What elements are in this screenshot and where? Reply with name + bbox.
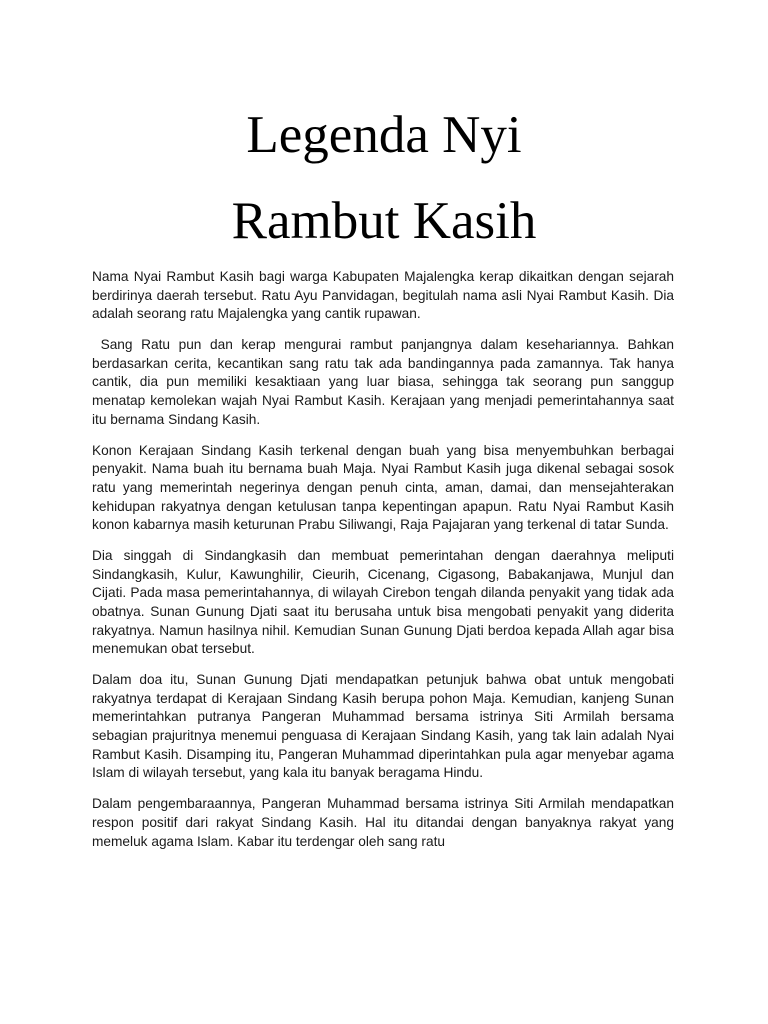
title-line-1: Legenda Nyi — [246, 106, 522, 164]
paragraph-3: Konon Kerajaan Sindang Kasih terkenal dengan buah yang bisa menyembuhkan berbagai penyakit. Nama buah itu bernama buah Maja. Nyai Rambut Kasih juga dikenal sebagai sosok ratu yang memerintah negerinya dengan penuh cinta, aman, damai, dan mensejahterakan kehidupan rakyatnya dengan ketulusan tanpa kepentingan apapun. Ratu Nyai Rambut Kasih konon kabarnya masih keturunan Prabu Siliwangi, Raja Pajajaran yang terkenal di tatar Sunda. — [92, 442, 674, 533]
paragraph-6: Dalam pengembaraannya, Pangeran Muhammad bersama istrinya Siti Armilah mendapatkan respon positif dari rakyat Sindang Kasih. Hal itu ditandai dengan banyaknya rakyat yang memeluk agama Islam. Kabar itu terdengar oleh sang ratu — [92, 796, 674, 849]
title-line-2: Rambut Kasih — [231, 192, 537, 250]
paragraph-4: Dia singgah di Sindangkasih dan membuat pemerintahan dengan daerahnya meliputi Sindangkasih, Kulur, Kawunghilir, Cieurih, Cicenang, Cigasong, Babakanjawa, Munjul dan Cijati. Pada masa pemerintahannya, di wilayah Cirebon tengah dilanda penyakit yang tidak ada obatnya. Sunan Gunung Djati saat itu berusaha untuk bisa mengobati penyakit yang diderita rakyatnya. Namun hasilnya nihil. Kemudian Sunan Gunung Djati berdoa kepada Allah agar bisa menemukan obat tersebut. — [92, 548, 674, 657]
paragraph-2: Sang Ratu pun dan kerap mengurai rambut panjangnya dalam kesehariannya. Bahkan berdasarkan cerita, kecantikan sang ratu tak ada bandingannya pada zamannya. Tak hanya cantik, dia pun memiliki kesaktiaan yang luar biasa, sehingga tak seorang pun sanggup menatap kemolekan wajah Nyai Rambut Kasih. Kerajaan yang menjadi pemerintahannya saat itu bernama Sindang Kasih. — [92, 337, 674, 427]
document-title — [0, 92, 768, 264]
paragraph-5: Dalam doa itu, Sunan Gunung Djati mendapatkan petunjuk bahwa obat untuk mengobati rakyatnya terdapat di Kerajaan Sindang Kasih berupa pohon Maja. Kemudian, kanjeng Sunan memerintahkan putranya Pangeran Muhammad bersama istrinya Siti Armilah bersama sebagian prajuritnya menemui penguasa di Kerajaan Sindang Kasih, yang tak lain adalah Nyai Rambut Kasih. Disamping itu, Pangeran Muhammad diperintahkan pula agar menyebar agama Islam di wilayah tersebut, yang kala itu banyak beragama Hindu. — [92, 672, 674, 781]
document-body — [92, 268, 674, 864]
paragraph-1: Nama Nyai Rambut Kasih bagi warga Kabupaten Majalengka kerap dikaitkan dengan sejarah berdirinya daerah tersebut. Ratu Ayu Panvidagan, begitulah nama asli Nyai Rambut Kasih. Dia adalah seorang ratu Majalengka yang cantik rupawan. — [92, 269, 674, 322]
